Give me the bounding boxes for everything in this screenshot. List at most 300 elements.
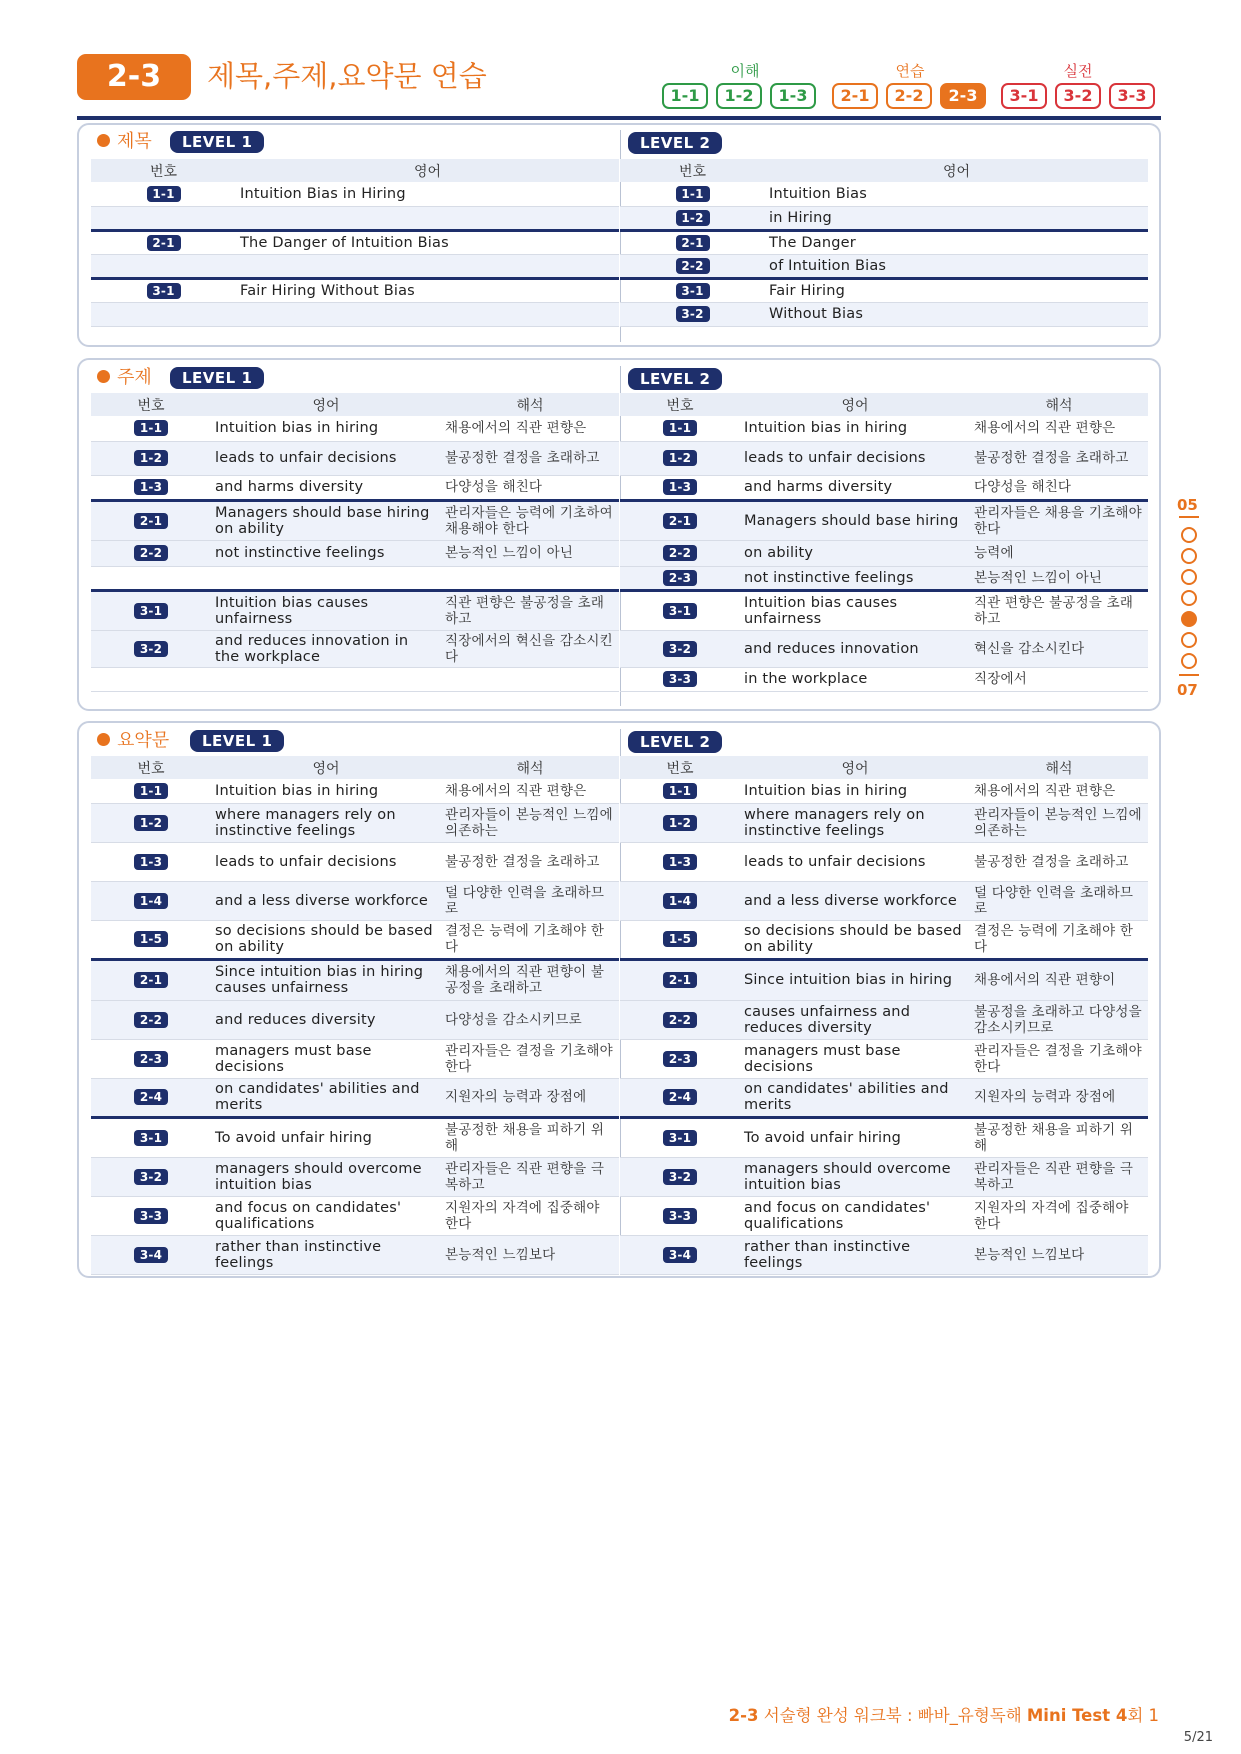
summary-level1-badge: LEVEL 1 xyxy=(190,730,284,752)
table-row xyxy=(91,254,619,278)
summary-level1-table xyxy=(91,756,619,1275)
table-row xyxy=(620,475,1148,500)
table-row xyxy=(91,566,619,590)
korean-cell: 관리자들이 본능적인 느낌에 의존하는 xyxy=(441,803,619,842)
row-number-badge: 1-5 xyxy=(134,931,168,947)
summary-section-label: 요약문 xyxy=(97,730,169,752)
row-number-cell xyxy=(620,206,765,230)
table-row xyxy=(91,630,619,667)
english-cell: so decisions should be based on ability xyxy=(211,920,441,959)
english-cell: and focus on candidates' qualifications xyxy=(211,1196,441,1235)
row-number-badge: 1-2 xyxy=(134,815,168,831)
title-section-label: 제목 xyxy=(97,131,152,153)
nav-button-1-3[interactable]: 1-3 xyxy=(770,83,816,109)
side-nav-line-top xyxy=(1179,516,1199,518)
korean-cell: 관리자들은 채용을 기초해야 한다 xyxy=(970,500,1148,540)
korean-cell xyxy=(441,566,619,590)
english-cell: and reduces innovation in the workplace xyxy=(211,630,441,667)
row-number-badge: 1-3 xyxy=(134,479,168,495)
english-cell: To avoid unfair hiring xyxy=(740,1117,970,1157)
table-row xyxy=(620,959,1148,1000)
row-number-badge: 1-1 xyxy=(676,186,710,202)
korean-cell: 지원자의 자격에 집중해야 한다 xyxy=(970,1196,1148,1235)
row-number-badge: 1-1 xyxy=(147,186,181,202)
row-number-badge: 3-2 xyxy=(676,306,710,322)
header-divider xyxy=(77,116,1161,120)
col-header-korean: 해석 xyxy=(441,756,619,779)
table-row xyxy=(91,959,619,1000)
row-number-badge: 3-1 xyxy=(663,1130,697,1146)
side-nav-dot-7[interactable] xyxy=(1181,653,1197,669)
col-header-korean: 해석 xyxy=(441,393,619,416)
english-cell: so decisions should be based on ability xyxy=(740,920,970,959)
english-cell: not instinctive feelings xyxy=(211,540,441,566)
row-number-cell xyxy=(620,920,740,959)
topic-section-label: 주제 xyxy=(97,367,152,389)
row-number-cell xyxy=(620,959,740,1000)
row-number-badge: 2-2 xyxy=(663,1012,697,1028)
row-number-badge: 1-1 xyxy=(663,420,697,436)
side-nav-dot-4[interactable] xyxy=(1181,590,1197,606)
korean-cell: 관리자들은 직관 편향을 극복하고 xyxy=(441,1157,619,1196)
row-number-cell xyxy=(91,920,211,959)
row-number-badge: 1-3 xyxy=(663,854,697,870)
table-row xyxy=(620,278,1148,302)
col-header-english: 영어 xyxy=(765,159,1148,182)
korean-cell: 불공정한 채용을 피하기 위해 xyxy=(441,1117,619,1157)
row-number-badge: 1-1 xyxy=(134,783,168,799)
table-row xyxy=(620,842,1148,881)
nav-group-label-real: 실전 xyxy=(1063,62,1093,80)
table-row xyxy=(620,206,1148,230)
row-number-cell xyxy=(91,779,211,803)
footer-title: 2-3 서술형 완성 워크북 : 빠바_유형독해 Mini Test 4회 1 xyxy=(728,1706,1159,1725)
english-cell: The Danger xyxy=(765,230,1148,254)
nav-button-3-1[interactable]: 3-1 xyxy=(1001,83,1047,109)
row-number-badge: 3-1 xyxy=(147,283,181,299)
korean-cell: 불공정한 결정을 초래하고 xyxy=(441,842,619,881)
col-header-number: 번호 xyxy=(620,159,765,182)
table-row xyxy=(620,441,1148,475)
english-cell: Intuition bias causes unfairness xyxy=(740,590,970,630)
english-cell: and focus on candidates' qualifications xyxy=(740,1196,970,1235)
col-header-number: 번호 xyxy=(91,159,236,182)
row-number-cell xyxy=(91,803,211,842)
table-row xyxy=(620,1078,1148,1117)
side-nav-dot-5-current[interactable] xyxy=(1181,611,1197,627)
nav-button-3-3[interactable]: 3-3 xyxy=(1109,83,1155,109)
korean-cell: 결정은 능력에 기초해야 한다 xyxy=(970,920,1148,959)
row-number-badge: 1-4 xyxy=(134,893,168,909)
english-cell: leads to unfair decisions xyxy=(211,842,441,881)
row-number-cell xyxy=(620,779,740,803)
korean-cell: 채용에서의 직관 편향은 xyxy=(970,416,1148,441)
nav-button-1-2[interactable]: 1-2 xyxy=(716,83,762,109)
english-cell: Since intuition bias in hiring xyxy=(740,959,970,1000)
row-number-badge: 1-5 xyxy=(663,931,697,947)
col-header-english: 영어 xyxy=(236,159,619,182)
side-nav-end: 07 xyxy=(1177,681,1198,699)
row-number-cell xyxy=(620,566,740,590)
row-number-badge: 2-2 xyxy=(663,545,697,561)
english-cell: where managers rely on instinctive feelings xyxy=(740,803,970,842)
english-cell: Managers should base hiring on ability xyxy=(211,500,441,540)
english-cell: on candidates' abilities and merits xyxy=(740,1078,970,1117)
table-row xyxy=(620,803,1148,842)
row-number-cell xyxy=(620,1157,740,1196)
table-row xyxy=(620,254,1148,278)
row-number-badge: 3-2 xyxy=(134,1169,168,1185)
english-cell: on ability xyxy=(740,540,970,566)
row-number-cell xyxy=(91,566,211,590)
row-number-badge: 2-2 xyxy=(676,258,710,274)
english-cell: Fair Hiring xyxy=(765,278,1148,302)
page-title: 제목,주제,요약문 연습 xyxy=(207,59,487,93)
table-row xyxy=(91,278,619,302)
english-cell xyxy=(211,566,441,590)
table-row xyxy=(620,540,1148,566)
row-number-badge: 1-3 xyxy=(663,479,697,495)
korean-cell: 불공정한 결정을 초래하고 xyxy=(970,842,1148,881)
row-number-badge: 3-1 xyxy=(134,1130,168,1146)
row-number-cell xyxy=(91,667,211,691)
table-row xyxy=(91,1157,619,1196)
row-number-cell xyxy=(91,590,211,630)
table-row xyxy=(620,182,1148,206)
side-nav-dot-2[interactable] xyxy=(1181,548,1197,564)
korean-cell: 관리자들이 본능적인 느낌에 의존하는 xyxy=(970,803,1148,842)
topic-level2-badge: LEVEL 2 xyxy=(628,368,722,390)
english-cell: Managers should base hiring xyxy=(740,500,970,540)
row-number-cell xyxy=(620,1235,740,1274)
table-row xyxy=(620,1235,1148,1274)
table-row xyxy=(91,230,619,254)
table-row xyxy=(91,416,619,441)
title-level1-table xyxy=(91,159,619,327)
row-number-cell xyxy=(91,881,211,920)
side-nav-dot-6[interactable] xyxy=(1181,632,1197,648)
row-number-badge: 2-4 xyxy=(663,1089,697,1105)
row-number-cell xyxy=(91,842,211,881)
english-cell: Intuition bias in hiring xyxy=(211,779,441,803)
english-cell xyxy=(236,254,619,278)
row-number-badge: 2-2 xyxy=(134,545,168,561)
row-number-cell xyxy=(620,842,740,881)
nav-group-label-understanding: 이해 xyxy=(730,62,760,80)
english-cell: Intuition Bias xyxy=(765,182,1148,206)
page-number: 5/21 xyxy=(1183,1730,1213,1745)
table-row xyxy=(91,842,619,881)
english-cell: Since intuition bias in hiring causes unfairness xyxy=(211,959,441,1000)
english-cell: Intuition bias in hiring xyxy=(740,416,970,441)
topic-level1-badge: LEVEL 1 xyxy=(170,367,264,389)
row-number-cell xyxy=(620,441,740,475)
row-number-cell xyxy=(91,278,236,302)
title-level2-table xyxy=(620,159,1148,327)
col-header-english: 영어 xyxy=(211,756,441,779)
row-number-cell xyxy=(620,416,740,441)
korean-cell: 직장에서 xyxy=(970,667,1148,691)
korean-cell: 덜 다양한 인력을 초래하므로 xyxy=(970,881,1148,920)
row-number-cell xyxy=(91,1078,211,1117)
english-cell: managers should overcome intuition bias xyxy=(211,1157,441,1196)
row-number-badge: 2-1 xyxy=(676,235,710,251)
english-cell xyxy=(211,667,441,691)
table-row xyxy=(620,1000,1148,1039)
table-row xyxy=(620,881,1148,920)
table-row xyxy=(620,500,1148,540)
table-row xyxy=(91,1078,619,1117)
english-cell: Intuition bias causes unfairness xyxy=(211,590,441,630)
korean-cell: 지원자의 자격에 집중해야 한다 xyxy=(441,1196,619,1235)
row-number-cell xyxy=(91,441,211,475)
table-row xyxy=(620,1117,1148,1157)
table-row xyxy=(91,779,619,803)
english-cell: and harms diversity xyxy=(740,475,970,500)
row-number-cell xyxy=(91,416,211,441)
row-number-badge: 3-2 xyxy=(663,1169,697,1185)
english-cell: of Intuition Bias xyxy=(765,254,1148,278)
col-header-korean: 해석 xyxy=(970,393,1148,416)
row-number-badge: 3-3 xyxy=(663,671,697,687)
korean-cell: 지원자의 능력과 장점에 xyxy=(441,1078,619,1117)
row-number-badge: 1-4 xyxy=(663,893,697,909)
topic-level2-table xyxy=(620,393,1148,692)
row-number-cell xyxy=(91,1000,211,1039)
english-cell: leads to unfair decisions xyxy=(740,441,970,475)
english-cell: and reduces diversity xyxy=(211,1000,441,1039)
korean-cell: 불공정한 결정을 초래하고 xyxy=(970,441,1148,475)
row-number-badge: 3-1 xyxy=(134,603,168,619)
nav-button-2-2[interactable]: 2-2 xyxy=(886,83,932,109)
row-number-cell xyxy=(91,1117,211,1157)
row-number-badge: 1-2 xyxy=(663,450,697,466)
korean-cell: 직관 편향은 불공정을 초래하고 xyxy=(970,590,1148,630)
english-cell: leads to unfair decisions xyxy=(740,842,970,881)
korean-cell: 불공정을 초래하고 다양성을 감소시키므로 xyxy=(970,1000,1148,1039)
row-number-cell xyxy=(91,540,211,566)
korean-cell: 덜 다양한 인력을 초래하므로 xyxy=(441,881,619,920)
summary-level2-badge: LEVEL 2 xyxy=(628,731,722,753)
korean-cell: 관리자들은 결정을 기초해야 한다 xyxy=(441,1039,619,1078)
row-number-cell xyxy=(620,540,740,566)
english-cell: rather than instinctive feelings xyxy=(211,1235,441,1274)
table-row xyxy=(620,230,1148,254)
korean-cell: 본능적인 느낌이 아닌 xyxy=(970,566,1148,590)
english-cell: in the workplace xyxy=(740,667,970,691)
col-header-english: 영어 xyxy=(740,756,970,779)
row-number-badge: 2-2 xyxy=(134,1012,168,1028)
english-cell: and harms diversity xyxy=(211,475,441,500)
english-cell: managers should overcome intuition bias xyxy=(740,1157,970,1196)
english-cell: managers must base decisions xyxy=(740,1039,970,1078)
english-cell: Intuition bias in hiring xyxy=(740,779,970,803)
table-row xyxy=(91,206,619,230)
korean-cell: 능력에 xyxy=(970,540,1148,566)
table-row xyxy=(620,630,1148,667)
table-row xyxy=(91,590,619,630)
english-cell xyxy=(236,206,619,230)
table-row xyxy=(620,1196,1148,1235)
table-row xyxy=(91,1000,619,1039)
row-number-cell xyxy=(620,1117,740,1157)
korean-cell: 채용에서의 직관 편향은 xyxy=(441,416,619,441)
row-number-badge: 3-3 xyxy=(134,1208,168,1224)
korean-cell: 불공정한 채용을 피하기 위해 xyxy=(970,1117,1148,1157)
row-number-badge: 2-3 xyxy=(663,1051,697,1067)
table-row xyxy=(620,667,1148,691)
row-number-badge: 1-3 xyxy=(134,854,168,870)
english-cell: To avoid unfair hiring xyxy=(211,1117,441,1157)
col-header-number: 번호 xyxy=(620,393,740,416)
row-number-cell xyxy=(91,1039,211,1078)
english-cell: and a less diverse workforce xyxy=(211,881,441,920)
row-number-cell xyxy=(91,475,211,500)
table-row xyxy=(620,1039,1148,1078)
korean-cell: 관리자들은 결정을 기초해야 한다 xyxy=(970,1039,1148,1078)
side-nav-dot-1[interactable] xyxy=(1181,527,1197,543)
row-number-cell xyxy=(91,206,236,230)
korean-cell: 혁신을 감소시킨다 xyxy=(970,630,1148,667)
korean-cell: 채용에서의 직관 편향이 xyxy=(970,959,1148,1000)
korean-cell xyxy=(441,667,619,691)
col-header-number: 번호 xyxy=(620,756,740,779)
row-number-badge: 3-4 xyxy=(134,1247,168,1263)
table-row xyxy=(620,1157,1148,1196)
row-number-cell xyxy=(620,803,740,842)
row-number-badge: 2-3 xyxy=(134,1051,168,1067)
english-cell: rather than instinctive feelings xyxy=(740,1235,970,1274)
english-cell: leads to unfair decisions xyxy=(211,441,441,475)
nav-button-2-3[interactable]: 2-3 xyxy=(940,83,986,109)
nav-button-2-1[interactable]: 2-1 xyxy=(832,83,878,109)
side-nav-dot-3[interactable] xyxy=(1181,569,1197,585)
english-cell xyxy=(236,302,619,326)
english-cell: causes unfairness and reduces diversity xyxy=(740,1000,970,1039)
korean-cell: 다양성을 해친다 xyxy=(441,475,619,500)
table-row xyxy=(91,441,619,475)
table-row xyxy=(91,803,619,842)
korean-cell: 본능적인 느낌보다 xyxy=(441,1235,619,1274)
korean-cell: 불공정한 결정을 초래하고 xyxy=(441,441,619,475)
title-level1-badge: LEVEL 1 xyxy=(170,131,264,153)
row-number-cell xyxy=(91,630,211,667)
english-cell: and a less diverse workforce xyxy=(740,881,970,920)
table-row xyxy=(91,667,619,691)
chapter-badge: 2-3 xyxy=(77,54,191,100)
row-number-cell xyxy=(620,1078,740,1117)
korean-cell: 지원자의 능력과 장점에 xyxy=(970,1078,1148,1117)
row-number-cell xyxy=(620,667,740,691)
english-cell: where managers rely on instinctive feelings xyxy=(211,803,441,842)
row-number-cell xyxy=(620,630,740,667)
english-cell: in Hiring xyxy=(765,206,1148,230)
row-number-cell xyxy=(620,475,740,500)
english-cell: on candidates' abilities and merits xyxy=(211,1078,441,1117)
row-number-badge: 2-1 xyxy=(663,972,697,988)
row-number-badge: 3-3 xyxy=(663,1208,697,1224)
english-cell: not instinctive feelings xyxy=(740,566,970,590)
english-cell: Without Bias xyxy=(765,302,1148,326)
row-number-cell xyxy=(620,1039,740,1078)
side-nav-line-bottom xyxy=(1179,674,1199,676)
row-number-badge: 2-1 xyxy=(134,972,168,988)
row-number-badge: 3-1 xyxy=(663,603,697,619)
english-cell: managers must base decisions xyxy=(211,1039,441,1078)
table-row xyxy=(91,475,619,500)
row-number-cell xyxy=(620,1000,740,1039)
nav-button-3-2[interactable]: 3-2 xyxy=(1055,83,1101,109)
table-row xyxy=(620,416,1148,441)
row-number-cell xyxy=(620,254,765,278)
table-row xyxy=(91,881,619,920)
row-number-badge: 3-2 xyxy=(134,641,168,657)
korean-cell: 다양성을 감소시키므로 xyxy=(441,1000,619,1039)
korean-cell: 본능적인 느낌이 아닌 xyxy=(441,540,619,566)
row-number-badge: 1-1 xyxy=(134,420,168,436)
row-number-cell xyxy=(91,230,236,254)
row-number-cell xyxy=(91,1235,211,1274)
table-row xyxy=(620,590,1148,630)
english-cell: Intuition bias in hiring xyxy=(211,416,441,441)
row-number-badge: 3-2 xyxy=(663,641,697,657)
english-cell: Intuition Bias in Hiring xyxy=(236,182,619,206)
nav-button-1-1[interactable]: 1-1 xyxy=(662,83,708,109)
col-header-english: 영어 xyxy=(740,393,970,416)
row-number-cell xyxy=(91,1157,211,1196)
row-number-badge: 1-2 xyxy=(663,815,697,831)
korean-cell: 직관 편향은 불공정을 초래하고 xyxy=(441,590,619,630)
row-number-badge: 2-1 xyxy=(147,235,181,251)
korean-cell: 본능적인 느낌보다 xyxy=(970,1235,1148,1274)
korean-cell: 직장에서의 혁신을 감소시킨다 xyxy=(441,630,619,667)
row-number-cell xyxy=(91,1196,211,1235)
col-header-number: 번호 xyxy=(91,756,211,779)
bullet-icon xyxy=(97,733,110,746)
row-number-badge: 1-2 xyxy=(134,450,168,466)
row-number-cell xyxy=(620,881,740,920)
table-row xyxy=(91,1039,619,1078)
table-row xyxy=(91,500,619,540)
table-row xyxy=(91,182,619,206)
table-row xyxy=(91,1196,619,1235)
row-number-cell xyxy=(620,230,765,254)
bullet-icon xyxy=(97,134,110,147)
side-nav-start: 05 xyxy=(1177,496,1198,514)
row-number-badge: 1-2 xyxy=(676,210,710,226)
table-row xyxy=(91,920,619,959)
row-number-cell xyxy=(91,182,236,206)
korean-cell: 채용에서의 직관 편향이 불공정을 초래하고 xyxy=(441,959,619,1000)
korean-cell: 채용에서의 직관 편향은 xyxy=(441,779,619,803)
nav-group-label-practice: 연습 xyxy=(895,62,925,80)
row-number-badge: 1-1 xyxy=(663,783,697,799)
row-number-cell xyxy=(620,1196,740,1235)
row-number-badge: 2-1 xyxy=(134,513,168,529)
row-number-cell xyxy=(620,278,765,302)
row-number-badge: 3-1 xyxy=(676,283,710,299)
row-number-cell xyxy=(91,254,236,278)
bullet-icon xyxy=(97,370,110,383)
row-number-badge: 2-1 xyxy=(663,513,697,529)
korean-cell: 관리자들은 직관 편향을 극복하고 xyxy=(970,1157,1148,1196)
table-row xyxy=(620,779,1148,803)
row-number-cell xyxy=(91,500,211,540)
row-number-cell xyxy=(91,959,211,1000)
summary-level2-table xyxy=(620,756,1148,1275)
korean-cell: 다양성을 해친다 xyxy=(970,475,1148,500)
english-cell: The Danger of Intuition Bias xyxy=(236,230,619,254)
